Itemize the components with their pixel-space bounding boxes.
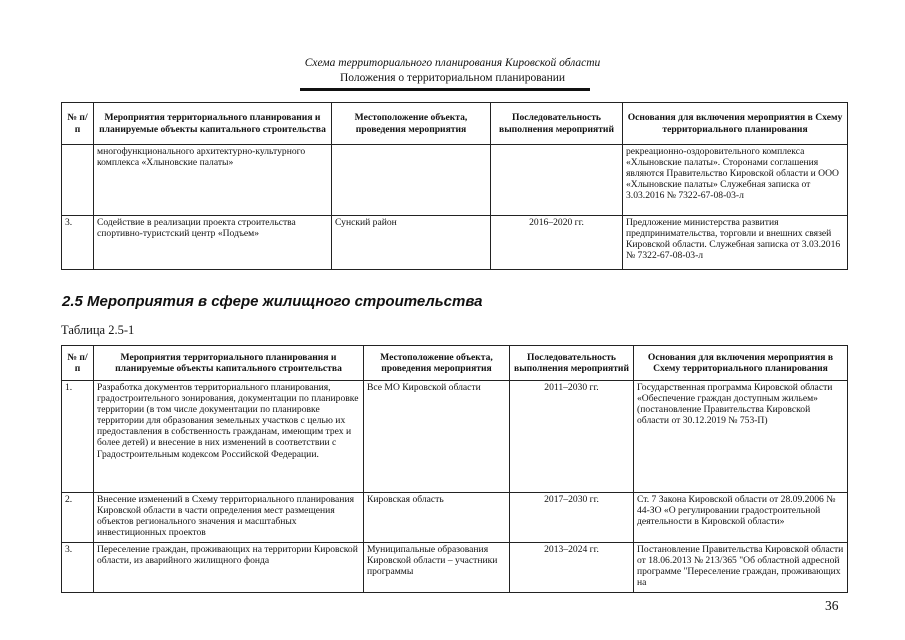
column-header-number: № п/п: [62, 346, 94, 381]
row-sequence: 2011–2030 гг.: [510, 381, 634, 493]
column-header-sequence: Последовательность выполнения мероприятий: [491, 103, 623, 145]
column-header-sequence: Последовательность выполнения мероприятий: [510, 346, 634, 381]
row-location: [332, 145, 491, 216]
document-header-title: Схема территориального планирования Кировской области: [304, 57, 601, 69]
housing-measures-table: [61, 345, 848, 593]
table-caption: Таблица 2.5-1: [61, 323, 135, 337]
table-row: [62, 543, 848, 593]
row-number: [62, 145, 94, 216]
row-sequence: 2017–2030 гг.: [510, 493, 634, 543]
column-header-basis: Основания для включения мероприятия в Схему территориального планирования: [634, 346, 848, 381]
table-header-row: [62, 103, 848, 145]
row-measure: Внесение изменений в Схему территориального планирования Кировской области в части определения мест размещения объектов регионального значения и масштабных инвестиционных проектов: [94, 493, 364, 543]
row-measure: Содействие в реализации проекта строительства спортивно-туристский центр «Подъем»: [94, 216, 332, 270]
table-row: [62, 216, 848, 270]
column-header-measure: Мероприятия территориального планирования и планируемые объекты капитального строительства: [94, 346, 364, 381]
row-measure: Переселение граждан, проживающих на территории Кировской области, из аварийного жилищного фонда: [94, 543, 364, 593]
column-header-measure: Мероприятия территориального планирования и планируемые объекты капитального строительства: [94, 103, 332, 145]
row-number: 2.: [62, 493, 94, 543]
row-sequence: 2013–2024 гг.: [510, 543, 634, 593]
page-number: 36: [825, 598, 839, 613]
column-header-location: Местоположение объекта, проведения мероприятия: [364, 346, 510, 381]
table-row: [62, 493, 848, 543]
section-heading: 2.5 Мероприятия в сфере жилищного строительства: [62, 293, 483, 310]
row-sequence: 2016–2020 гг.: [491, 216, 623, 270]
row-number: 3.: [62, 543, 94, 593]
row-location: Все МО Кировской области: [364, 381, 510, 493]
row-basis: Предложение министерства развития предпринимательства, торговли и внешних связей Кировской области. Служебная записка от 3.03.2016 № 7322-67-08-03-л: [623, 216, 848, 270]
column-header-number: № п/п: [62, 103, 94, 145]
column-header-basis: Основания для включения мероприятия в Схему территориального планирования: [623, 103, 848, 145]
row-measure: многофункционального архитектурно-культурного комплекса «Хлыновские палаты»: [94, 145, 332, 216]
row-number: 1.: [62, 381, 94, 493]
row-basis: Государственная программа Кировской области «Обеспечение граждан доступным жильем» (постановление Правительства Кировской области от 30.12.2019 № 753-П): [634, 381, 848, 493]
row-location: Сунский район: [332, 216, 491, 270]
header-divider: [300, 88, 590, 91]
row-location: Кировская область: [364, 493, 510, 543]
row-basis: Постановление Правительства Кировской области от 18.06.2013 № 213/365 "Об областной адресной программе "Переселение граждан, проживающих на: [634, 543, 848, 593]
row-location: Муниципальные образования Кировской области – участники программы: [364, 543, 510, 593]
table-row: [62, 381, 848, 493]
table-header-row: [62, 346, 848, 381]
column-header-location: Местоположение объекта, проведения мероприятия: [332, 103, 491, 145]
row-measure: Разработка документов территориального планирования, градостроительного зонирования, документации по планировке территории (в том числе документации по планировке территории для образования земельных участков с целью их предоставления в собственность гражданам, имеющим трех и более детей) и внесение в них изменений в соответствии с Градостроительным кодексом Российской Федерации.: [94, 381, 364, 493]
row-basis: Ст. 7 Закона Кировской области от 28.09.2006 № 44-ЗО «О регулировании градостроительной деятельности в Кировской области»: [634, 493, 848, 543]
measures-table-continued: [61, 102, 848, 270]
row-number: 3.: [62, 216, 94, 270]
row-sequence: [491, 145, 623, 216]
table-row: [62, 145, 848, 216]
row-basis: рекреационно-оздоровительного комплекса «Хлыновские палаты». Сторонами соглашения являются Правительство Кировской области и ООО «Хлыновские палаты» Служебная записка от 3.03.2016 № 7322-67-08-03-л: [623, 145, 848, 216]
document-header-subtitle: Положения о территориальном планировании: [339, 72, 566, 84]
